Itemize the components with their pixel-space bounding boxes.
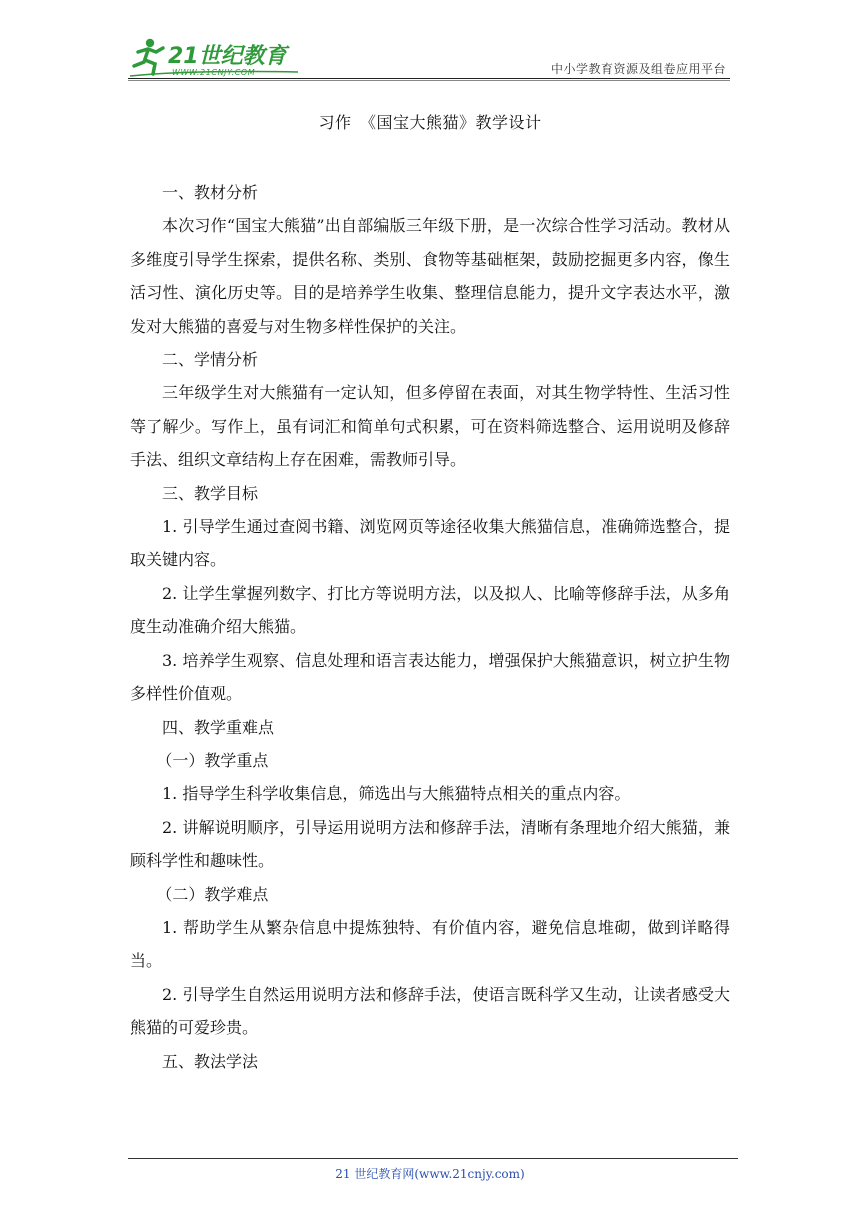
subsection-heading: （二）教学难点 bbox=[156, 884, 269, 904]
page-footer: 21 世纪教育网(www.21cnjy.com) bbox=[335, 1167, 525, 1181]
paragraph: 2. 引导学生自然运用说明方法和修辞手法，使语言既科学又生动，让读者感受大熊猫的可爱珍贵。 bbox=[130, 984, 730, 1038]
platform-name: 中小学教育资源及组卷应用平台 bbox=[550, 62, 726, 76]
svg-text:21世纪教育: 21世纪教育 bbox=[168, 44, 287, 69]
section-heading: 二、学情分析 bbox=[162, 350, 259, 370]
paragraph: 1. 指导学生科学收集信息，筛选出与大熊猫特点相关的重点内容。 bbox=[162, 784, 631, 804]
section-heading: 一、教材分析 bbox=[162, 183, 259, 202]
document-title: 习作 《国宝大熊猫》教学设计 bbox=[318, 113, 542, 132]
section-heading: 五、教法学法 bbox=[162, 1051, 259, 1071]
paragraph: 2. 让学生掌握列数字、打比方等说明方法，以及拟人、比喻等修辞手法，从多角度生动准确介绍大熊猫。 bbox=[130, 583, 730, 637]
paragraph: 3. 培养学生观察、信息处理和语言表达能力，增强保护大熊猫意识，树立护生物多样性价值观。 bbox=[130, 650, 730, 704]
paragraph: 2. 讲解说明顺序，引导运用说明方法和修辞手法，清晰有条理地介绍大熊猫，兼顾科学性和趣味性。 bbox=[130, 817, 730, 871]
header-divider bbox=[128, 78, 730, 79]
site-logo bbox=[128, 36, 303, 78]
section-heading: 三、教学目标 bbox=[162, 483, 259, 503]
svg-text:WWW.21CNJY.COM: WWW.21CNJY.COM bbox=[172, 68, 256, 77]
paragraph: 1. 帮助学生从繁杂信息中提炼独特、有价值内容，避免信息堆砌，做到详略得当。 bbox=[130, 917, 730, 971]
section-heading: 四、教学重难点 bbox=[162, 717, 275, 737]
paragraph: 三年级学生对大熊猫有一定认知，但多停留在表面，对其生物学特性、生活习性等了解少。写作上，虽有词汇和简单句式积累，可在资料筛选整合、运用说明及修辞手法、组织文章结构上存在困难，需教师引导。 bbox=[130, 383, 730, 470]
footer-divider bbox=[128, 1158, 738, 1159]
page-header bbox=[128, 30, 728, 80]
subsection-heading: （一）教学重点 bbox=[156, 750, 269, 770]
paragraph: 1. 引导学生通过查阅书籍、浏览网页等途径收集大熊猫信息，准确筛选整合，提取关键内容。 bbox=[130, 517, 730, 570]
paragraph: 本次习作“国宝大熊猫”出自部编版三年级下册，是一次综合性学习活动。教材从多维度引导学生探索，提供名称、类别、食物等基础框架，鼓励挖掘更多内容，像生活习性、演化历史等。目的是培养学生收集、整理信息能力，提升文字表达水平，激发对大熊猫的喜爱与对生物多样性保护的关注。 bbox=[130, 216, 730, 336]
header-divider-thin bbox=[128, 80, 730, 81]
document-body bbox=[130, 176, 730, 1078]
